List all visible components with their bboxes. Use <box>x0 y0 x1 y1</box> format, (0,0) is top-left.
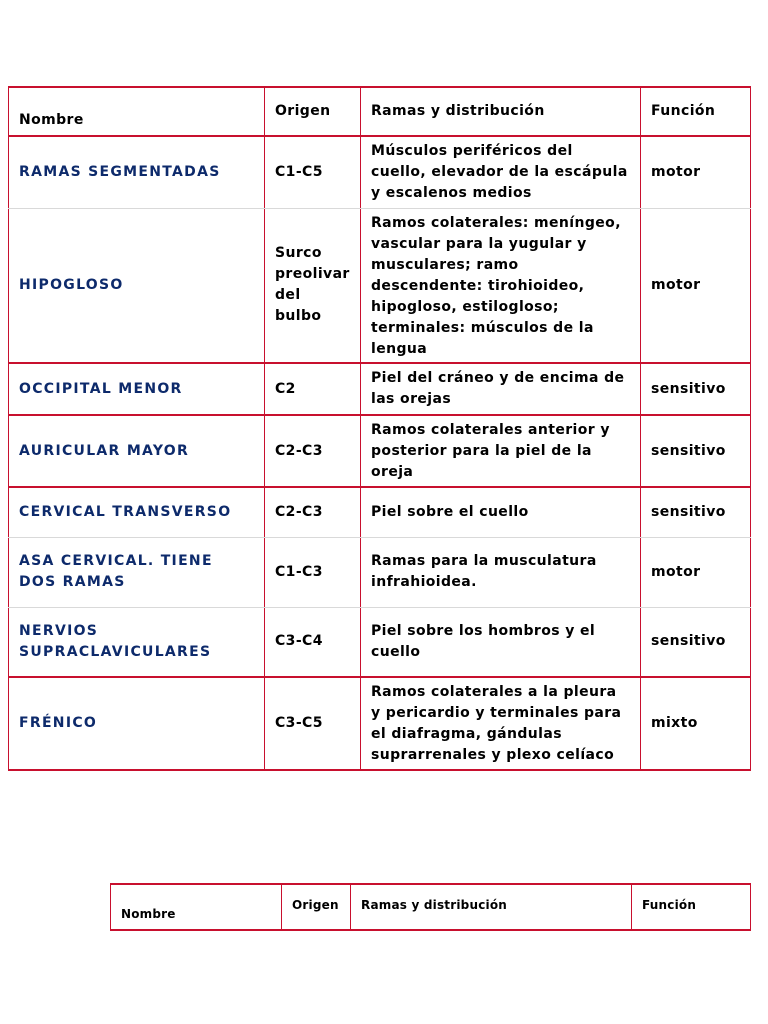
nerve-distribution: Ramas para la musculatura infrahioidea. <box>361 537 641 607</box>
table-row <box>9 677 751 770</box>
header-distribution: Ramas y distribución <box>351 884 632 930</box>
nerve-origin: C1-C5 <box>265 136 361 208</box>
header-origin: Origen <box>282 884 351 930</box>
nerve-function: motor <box>641 537 751 607</box>
table-row <box>9 537 751 607</box>
table-row <box>9 415 751 487</box>
second-table-header <box>110 883 751 931</box>
table-header-row <box>111 884 751 930</box>
nerve-function: motor <box>641 136 751 208</box>
table-row <box>9 363 751 415</box>
nerve-function: sensitivo <box>641 487 751 537</box>
nerve-name: ASA CERVICAL. TIENE DOS RAMAS <box>9 537 265 607</box>
nerve-name: HIPOGLOSO <box>9 208 265 363</box>
header-function: Función <box>632 884 751 930</box>
nerve-origin: C2-C3 <box>265 487 361 537</box>
nerve-distribution: Músculos periféricos del cuello, elevador de la escápula y escalenos medios <box>361 136 641 208</box>
nerve-distribution: Piel sobre los hombros y el cuello <box>361 607 641 677</box>
nerve-name: AURICULAR MAYOR <box>9 415 265 487</box>
table-row <box>9 487 751 537</box>
header-origin: Origen <box>265 87 361 136</box>
nerve-name: NERVIOS SUPRACLAVICULARES <box>9 607 265 677</box>
nerves-table <box>8 86 751 771</box>
nerve-distribution: Ramos colaterales anterior y posterior para la piel de la oreja <box>361 415 641 487</box>
nerve-name: OCCIPITAL MENOR <box>9 363 265 415</box>
nerve-origin: C1-C3 <box>265 537 361 607</box>
nerve-name: FRÉNICO <box>9 677 265 770</box>
nerve-function: mixto <box>641 677 751 770</box>
table-row <box>9 208 751 363</box>
table-row <box>9 607 751 677</box>
table-row <box>9 136 751 208</box>
header-function: Función <box>641 87 751 136</box>
nerve-distribution: Ramos colaterales: meníngeo, vascular para la yugular y musculares; ramo descendente: tirohioideo, hipogloso, estilogloso; terminales: músculos de la lengua <box>361 208 641 363</box>
nerve-origin: C3-C4 <box>265 607 361 677</box>
nerve-distribution: Piel del cráneo y de encima de las orejas <box>361 363 641 415</box>
nerve-origin: C2 <box>265 363 361 415</box>
nerve-origin: Surco preolivar del bulbo <box>265 208 361 363</box>
nerve-distribution: Piel sobre el cuello <box>361 487 641 537</box>
header-name: Nombre <box>111 884 282 930</box>
nerve-origin: C2-C3 <box>265 415 361 487</box>
nerve-origin: C3-C5 <box>265 677 361 770</box>
header-distribution: Ramas y distribución <box>361 87 641 136</box>
nerve-name: RAMAS SEGMENTADAS <box>9 136 265 208</box>
nerve-function: sensitivo <box>641 415 751 487</box>
nerve-function: sensitivo <box>641 607 751 677</box>
nerve-distribution: Ramos colaterales a la pleura y pericardio y terminales para el diafragma, gándulas suprarrenales y plexo celíaco <box>361 677 641 770</box>
nerve-function: sensitivo <box>641 363 751 415</box>
nerve-name: CERVICAL TRANSVERSO <box>9 487 265 537</box>
header-name: Nombre <box>9 87 265 136</box>
table-header-row <box>9 87 751 136</box>
nerve-function: motor <box>641 208 751 363</box>
